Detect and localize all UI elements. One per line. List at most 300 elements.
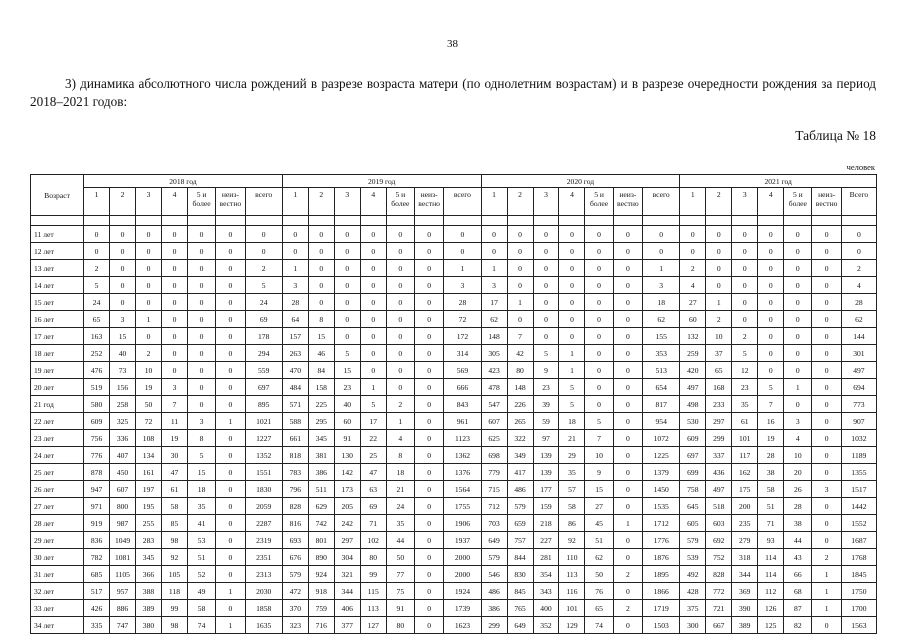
sub-header: неиз-вестно [613,188,642,216]
value-cell: 0 [216,311,245,328]
value-cell: 58 [161,498,187,515]
value-cell: 52 [187,566,215,583]
value-cell: 0 [245,226,282,243]
value-cell: 24 [386,498,414,515]
table-row [31,515,877,532]
value-cell: 0 [414,328,443,345]
value-cell: 0 [216,328,245,345]
value-cell: 830 [507,566,533,583]
value-cell: 1442 [841,498,876,515]
value-cell: 344 [334,583,360,600]
value-cell: 511 [308,481,334,498]
value-cell: 345 [308,430,334,447]
value-cell: 86 [559,515,585,532]
value-cell: 2319 [245,532,282,549]
value-cell: 0 [613,464,642,481]
value-cell: 255 [136,515,162,532]
value-cell: 3 [812,481,841,498]
value-cell: 1227 [245,430,282,447]
value-cell: 101 [732,430,758,447]
value-cell: 322 [507,430,533,447]
age-cell: 24 лет [31,447,84,464]
value-cell: 0 [360,311,386,328]
value-cell: 0 [784,294,812,311]
value-cell: 1 [481,260,507,277]
value-cell: 0 [533,328,559,345]
value-cell: 117 [732,447,758,464]
value-cell: 0 [507,260,533,277]
value-cell: 345 [136,549,162,566]
value-cell: 0 [758,311,784,328]
value-cell: 1 [216,583,245,600]
value-cell: 0 [386,379,414,396]
value-cell: 0 [360,345,386,362]
year-header-2021: 2021 год [680,175,877,188]
value-cell: 15 [308,328,334,345]
value-cell: 773 [841,396,876,413]
value-cell: 497 [706,481,732,498]
value-cell: 0 [414,294,443,311]
value-cell: 10 [585,447,613,464]
value-cell: 0 [613,396,642,413]
value-cell: 0 [282,226,308,243]
value-cell: 27 [680,294,706,311]
value-cell: 380 [136,617,162,634]
value-cell: 796 [282,481,308,498]
value-cell: 28 [282,294,308,311]
value-cell: 279 [732,532,758,549]
value-cell: 0 [533,311,559,328]
value-cell: 129 [559,617,585,634]
value-cell: 0 [613,617,642,634]
value-cell: 0 [187,226,215,243]
value-cell: 61 [161,481,187,498]
value-cell: 4 [386,430,414,447]
value-cell: 907 [841,413,876,430]
age-cell: 31 лет [31,566,84,583]
value-cell: 30 [161,447,187,464]
value-cell: 0 [680,226,706,243]
table-row [31,600,877,617]
value-cell: 0 [585,362,613,379]
year-header-2019: 2019 год [282,175,481,188]
value-cell: 125 [758,617,784,634]
value-cell: 697 [245,379,282,396]
value-cell: 1750 [841,583,876,600]
value-cell: 0 [308,260,334,277]
value-cell: 478 [481,379,507,396]
value-cell: 0 [481,226,507,243]
value-cell: 1 [136,311,162,328]
value-cell: 629 [308,498,334,515]
value-cell: 0 [812,515,841,532]
sub-header: неиз-вестно [216,188,245,216]
value-cell: 28 [444,294,481,311]
value-cell: 3 [643,277,680,294]
value-cell: 366 [136,566,162,583]
value-cell: 389 [732,617,758,634]
value-cell: 0 [732,243,758,260]
value-cell: 0 [812,260,841,277]
value-cell: 1355 [841,464,876,481]
value-cell: 609 [680,430,706,447]
value-cell: 2000 [444,549,481,566]
value-cell: 28 [784,498,812,515]
value-cell: 0 [187,294,215,311]
value-cell: 233 [706,396,732,413]
value-cell: 1712 [643,515,680,532]
value-cell: 0 [414,600,443,617]
value-cell: 697 [680,447,706,464]
intro-paragraph: 3) динамика абсолютного числа рождений в разрезе возраста матери (по однолетним возрастам) и в разрезе очередности рождения за период 2018–2021 годов: [30,76,876,109]
age-cell: 33 лет [31,600,84,617]
value-cell: 0 [360,260,386,277]
value-cell: 301 [841,345,876,362]
value-cell: 0 [360,226,386,243]
value-cell: 39 [533,396,559,413]
value-cell: 1876 [643,549,680,566]
value-cell: 0 [414,549,443,566]
value-cell: 1 [706,294,732,311]
value-cell: 10 [136,362,162,379]
value-cell: 845 [507,583,533,600]
value-cell: 3 [110,311,136,328]
value-cell: 0 [613,362,642,379]
value-cell: 919 [84,515,110,532]
value-cell: 817 [643,396,680,413]
value-cell: 37 [706,345,732,362]
value-cell: 0 [414,362,443,379]
value-cell: 0 [533,226,559,243]
value-cell: 1 [643,260,680,277]
value-cell: 0 [414,396,443,413]
value-cell: 423 [481,362,507,379]
sub-header: 3 [136,188,162,216]
value-cell: 546 [481,566,507,583]
value-cell: 21 [559,430,585,447]
value-cell: 0 [507,243,533,260]
value-cell: 8 [386,447,414,464]
value-cell: 62 [481,311,507,328]
value-cell: 15 [585,481,613,498]
spacer-row [31,216,877,226]
value-cell: 828 [282,498,308,515]
value-cell: 0 [613,583,642,600]
value-cell: 0 [613,498,642,515]
value-cell: 51 [758,498,784,515]
value-cell: 297 [334,532,360,549]
value-cell: 800 [110,498,136,515]
value-cell: 177 [533,481,559,498]
value-cell: 0 [136,277,162,294]
sub-header: 2 [308,188,334,216]
value-cell: 0 [585,396,613,413]
value-cell: 0 [216,362,245,379]
value-cell: 0 [643,226,680,243]
value-cell: 0 [136,294,162,311]
value-cell: 304 [334,549,360,566]
value-cell: 1535 [643,498,680,515]
table-row [31,549,877,566]
value-cell: 0 [386,294,414,311]
value-cell: 35 [732,396,758,413]
value-cell: 5 [187,447,215,464]
value-cell: 318 [732,549,758,566]
value-cell: 0 [613,549,642,566]
value-cell: 801 [308,532,334,549]
value-cell: 742 [308,515,334,532]
value-cell: 19 [136,379,162,396]
value-cell: 0 [161,328,187,345]
value-cell: 336 [110,430,136,447]
value-cell: 0 [414,260,443,277]
age-cell: 12 лет [31,243,84,260]
value-cell: 58 [559,498,585,515]
value-cell: 0 [613,345,642,362]
value-cell: 17 [360,413,386,430]
value-cell: 349 [507,447,533,464]
value-cell: 0 [216,498,245,515]
value-cell: 0 [216,379,245,396]
value-cell: 50 [585,566,613,583]
value-cell: 61 [732,413,758,430]
value-cell: 0 [360,243,386,260]
sub-header: 2 [507,188,533,216]
value-cell: 530 [680,413,706,430]
value-cell: 218 [533,515,559,532]
value-cell: 426 [84,600,110,617]
value-cell: 758 [680,481,706,498]
value-cell: 0 [758,345,784,362]
value-cell: 987 [110,515,136,532]
value-cell: 1924 [444,583,481,600]
value-cell: 28 [841,294,876,311]
value-cell: 0 [613,294,642,311]
value-cell: 1 [282,260,308,277]
value-cell: 27 [585,498,613,515]
value-cell: 2 [84,260,110,277]
value-cell: 0 [784,226,812,243]
value-cell: 836 [84,532,110,549]
value-cell: 712 [481,498,507,515]
sub-header: 5 и более [386,188,414,216]
value-cell: 226 [507,396,533,413]
value-cell: 783 [282,464,308,481]
value-cell: 0 [585,277,613,294]
births-table [30,174,877,634]
value-cell: 77 [386,566,414,583]
value-cell: 694 [841,379,876,396]
value-cell: 99 [360,566,386,583]
value-cell: 99 [161,600,187,617]
age-cell: 28 лет [31,515,84,532]
value-cell: 5 [758,379,784,396]
value-cell: 693 [282,532,308,549]
value-cell: 0 [216,464,245,481]
sub-header: 2 [110,188,136,216]
value-cell: 118 [161,583,187,600]
value-cell: 450 [110,464,136,481]
value-cell: 0 [507,226,533,243]
table-number: Таблица № 18 [795,128,876,143]
value-cell: 0 [216,345,245,362]
value-cell: 5 [732,345,758,362]
value-cell: 0 [613,277,642,294]
value-cell: 1563 [841,617,876,634]
year-header-2020: 2020 год [481,175,680,188]
value-cell: 23 [732,379,758,396]
value-cell: 0 [161,311,187,328]
value-cell: 759 [308,600,334,617]
value-cell: 2 [680,260,706,277]
value-cell: 87 [784,600,812,617]
value-cell: 0 [334,294,360,311]
value-cell: 1450 [643,481,680,498]
value-cell: 843 [444,396,481,413]
value-cell: 0 [216,532,245,549]
value-cell: 168 [706,379,732,396]
value-cell: 0 [706,226,732,243]
value-cell: 0 [216,515,245,532]
value-cell: 91 [334,430,360,447]
value-cell: 161 [136,464,162,481]
value-cell: 1 [444,260,481,277]
value-cell: 76 [585,583,613,600]
value-cell: 5 [585,413,613,430]
value-cell: 0 [216,260,245,277]
value-cell: 1755 [444,498,481,515]
value-cell: 498 [680,396,706,413]
value-cell: 113 [559,566,585,583]
page-number: 38 [447,38,458,50]
value-cell: 0 [334,311,360,328]
value-cell: 343 [533,583,559,600]
units-label: человек [846,162,875,172]
table-row [31,379,877,396]
value-cell: 0 [414,226,443,243]
value-cell: 2313 [245,566,282,583]
value-cell: 0 [216,447,245,464]
sub-header: неиз-вестно [414,188,443,216]
value-cell: 92 [559,532,585,549]
value-cell: 605 [680,515,706,532]
value-cell: 45 [585,515,613,532]
value-cell: 0 [784,260,812,277]
value-cell: 1189 [841,447,876,464]
value-cell: 0 [161,226,187,243]
value-cell: 1739 [444,600,481,617]
value-cell: 579 [481,549,507,566]
value-cell: 44 [784,532,812,549]
value-cell: 9 [533,362,559,379]
value-cell: 5 [559,379,585,396]
value-cell: 420 [680,362,706,379]
value-cell: 7 [758,396,784,413]
value-cell: 85 [161,515,187,532]
value-cell: 0 [559,243,585,260]
value-cell: 0 [444,243,481,260]
value-cell: 0 [136,226,162,243]
value-cell: 0 [706,277,732,294]
value-cell: 369 [732,583,758,600]
value-cell: 0 [414,532,443,549]
value-cell: 0 [84,226,110,243]
value-cell: 242 [334,515,360,532]
value-cell: 486 [507,481,533,498]
value-cell: 1 [812,583,841,600]
value-cell: 0 [812,396,841,413]
value-cell: 205 [334,498,360,515]
value-cell: 18 [386,464,414,481]
value-cell: 1552 [841,515,876,532]
value-cell: 84 [308,362,334,379]
value-cell: 74 [585,617,613,634]
value-cell: 0 [533,294,559,311]
value-cell: 0 [414,617,443,634]
value-cell: 698 [481,447,507,464]
value-cell: 519 [84,379,110,396]
table-row [31,566,877,583]
value-cell: 283 [136,532,162,549]
value-cell: 517 [84,583,110,600]
value-cell: 0 [161,294,187,311]
value-cell: 381 [308,447,334,464]
value-cell: 0 [812,294,841,311]
value-cell: 0 [585,260,613,277]
value-cell: 281 [533,549,559,566]
value-cell: 42 [507,345,533,362]
value-cell: 1072 [643,430,680,447]
table-row [31,311,877,328]
value-cell: 41 [187,515,215,532]
value-cell: 386 [481,600,507,617]
value-cell: 29 [559,447,585,464]
value-cell: 685 [84,566,110,583]
age-cell: 32 лет [31,583,84,600]
value-cell: 354 [533,566,559,583]
value-cell: 2 [706,311,732,328]
value-cell: 0 [758,362,784,379]
value-cell: 957 [110,583,136,600]
value-cell: 1049 [110,532,136,549]
value-cell: 0 [110,260,136,277]
value-cell: 49 [187,583,215,600]
value-cell: 470 [282,362,308,379]
sub-header: 1 [680,188,706,216]
value-cell: 1379 [643,464,680,481]
sub-header: всего [245,188,282,216]
table-row [31,277,877,294]
value-cell: 72 [136,413,162,430]
sub-header: 4 [559,188,585,216]
value-cell: 144 [841,328,876,345]
value-cell: 26 [784,481,812,498]
value-cell: 757 [507,532,533,549]
value-cell: 0 [110,226,136,243]
value-cell: 0 [784,311,812,328]
value-cell: 579 [282,566,308,583]
value-cell: 580 [84,396,110,413]
value-cell: 0 [187,260,215,277]
value-cell: 157 [282,328,308,345]
value-cell: 676 [282,549,308,566]
value-cell: 0 [613,447,642,464]
value-cell: 0 [414,311,443,328]
value-cell: 2351 [245,549,282,566]
sub-header: 5 и более [187,188,215,216]
value-cell: 2 [613,600,642,617]
value-cell: 1105 [110,566,136,583]
